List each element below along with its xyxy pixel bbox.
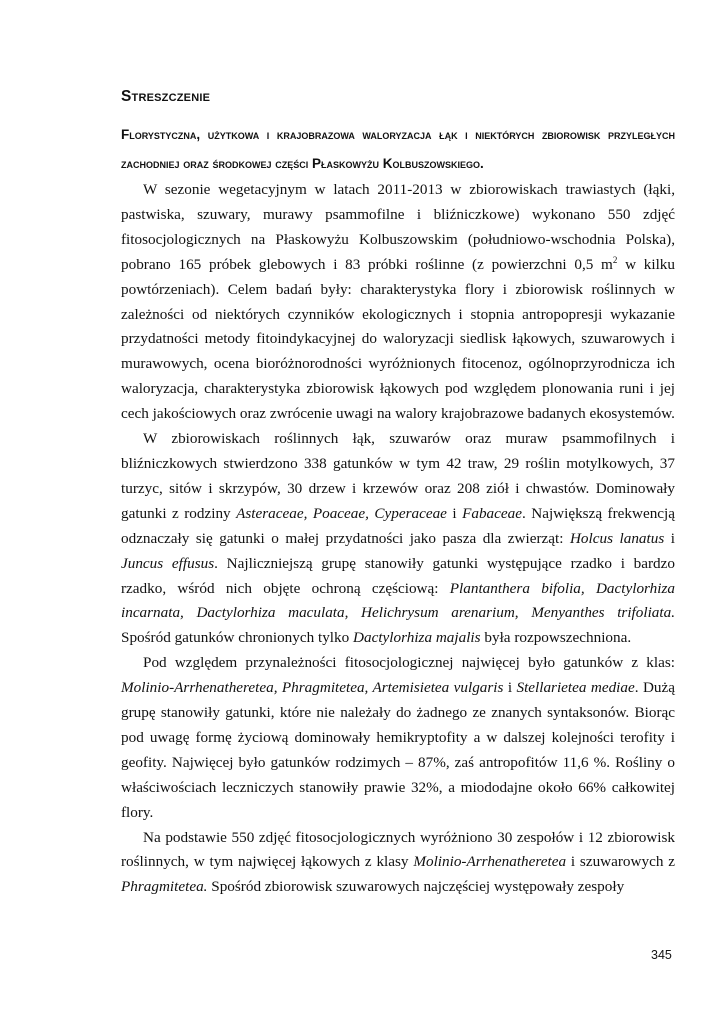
p3-italic: Molinio-Arrhenatheretea, Phragmitetea, Artemisietea vulgaris bbox=[121, 679, 504, 697]
p2-italic: Holcus lanatus bbox=[569, 529, 665, 547]
p4-text: Spośród zbiorowisk szuwarowych najczęściej występowały zespoły bbox=[207, 878, 625, 896]
page-number: 345 bbox=[651, 948, 672, 962]
p2-italic: Dactylorhiza majalis bbox=[353, 629, 481, 647]
document-body bbox=[121, 86, 675, 900]
section-heading: Streszczenie bbox=[121, 88, 211, 105]
p2-text: . Najliczniejszą grupę stanowiły gatunki występujące rzadko i bardzo rzadko, wśród nich objęte ochroną częściową: bbox=[121, 554, 675, 597]
p1-superscript: 2 bbox=[612, 254, 618, 265]
paragraph-3 bbox=[121, 651, 675, 825]
p3-text: i bbox=[503, 679, 517, 697]
p3-italic: Stellarietea mediae bbox=[516, 679, 635, 697]
p4-text: i szuwarowych z bbox=[566, 853, 675, 871]
p4-italic: Phragmitetea. bbox=[121, 878, 208, 896]
p2-text: była rozpowszechniona. bbox=[480, 629, 632, 647]
p4-text: Na podstawie 550 zdjęć fitosocjologicznych wyróżniono 30 zespołów i 12 zbiorowisk roślinnych, w tym najwięcej łąkowych z klasy bbox=[121, 828, 675, 871]
p1-text-a: W sezonie wegetacyjnym w latach 2011-2013 w zbiorowiskach trawiastych (łąki, pastwiska, szuwary, murawy psammofilne i bliźniczkowe) wykonano 550 zdjęć fitosocjologicznych na Płaskowyżu Kolbuszowskim (południowo-wschodnia Polska), pobrano 165 próbek glebowych i 83 próbki roślinne (z powierzchni 0,5 m bbox=[121, 181, 675, 273]
paragraph-4 bbox=[121, 826, 675, 901]
p4-italic: Molinio-Arrhenatheretea bbox=[413, 853, 567, 871]
p3-text: . Dużą grupę stanowiły gatunki, które nie należały do żadnego ze znanych syntaksonów. Biorąc pod uwagę formę życiową dominowały hemikryptofity a w dalszej kolejności terofity i geofity. Najwięcej było gatunków rodzimych – 87%, zaś antropofitów 11,6 %. Rośliny o właściwościach leczniczych stanowiły prawie 32%, a miododajne około 66% całkowitej flory. bbox=[121, 679, 675, 821]
p2-text: . Największą frekwencją odznaczały się gatunki o małej przydatności jako pasza dla zwierząt: bbox=[121, 504, 675, 547]
p2-italic: Fabaceae bbox=[462, 504, 522, 522]
paragraph-1 bbox=[121, 178, 675, 427]
p2-text: W zbiorowiskach roślinnych łąk, szuwarów oraz muraw psammofilnych i bliźniczkowych stwierdzono 338 gatunków w tym 42 traw, 29 roślin motylkowych, 37 turzyc, sitów i skrzypów, 30 drzew i krzewów oraz 208 ziół i chwastów. Dominowały gatunki z rodziny bbox=[121, 430, 675, 522]
p1-text-b: w kilku powtórzeniach). Celem badań były: charakterystyka flory i zbiorowisk roślinnych w zależności od niektórych czynników ekologicznych i stopnia antropopresji wykazanie przydatności metody fitoindykacyjnej do waloryzacji siedlisk łąkowych, szuwarowych i murawowych, ocena bioróżnorodności wyróżnionych fitocenoz, ogólnoprzyrodnicza ich waloryzacja, charakterystyka zbiorowisk łąkowych pod względem plonowania runi i jej cech jakościowych oraz zwrócenie uwagi na walory krajobrazowe badanych ekosystemów. bbox=[121, 255, 675, 423]
p2-text: i bbox=[664, 529, 675, 547]
p3-text: Pod względem przynależności fitosocjologicznej najwięcej było gatunków z klas: bbox=[143, 654, 675, 672]
p2-italic: Asteraceae, Poaceae, Cyperaceae bbox=[236, 504, 447, 522]
p2-text: i bbox=[446, 504, 463, 522]
p2-italic: Juncus effusus bbox=[121, 554, 215, 572]
p2-text: Spośród gatunków chronionych tylko bbox=[121, 629, 354, 647]
document-subtitle: Florystyczna, użytkowa i krajobrazowa waloryzacja łąk i niektórych zbiorowisk przyległych zachodniej oraz środkowej części Płaskowyżu Kolbuszowskiego. bbox=[121, 127, 675, 171]
p2-italic: Plantanthera bifolia, Dactylorhiza incarnata, Dactylorhiza maculata, Helichrysum arenarium, Menyanthes trifoliata. bbox=[121, 579, 675, 622]
paragraph-2 bbox=[121, 427, 675, 651]
